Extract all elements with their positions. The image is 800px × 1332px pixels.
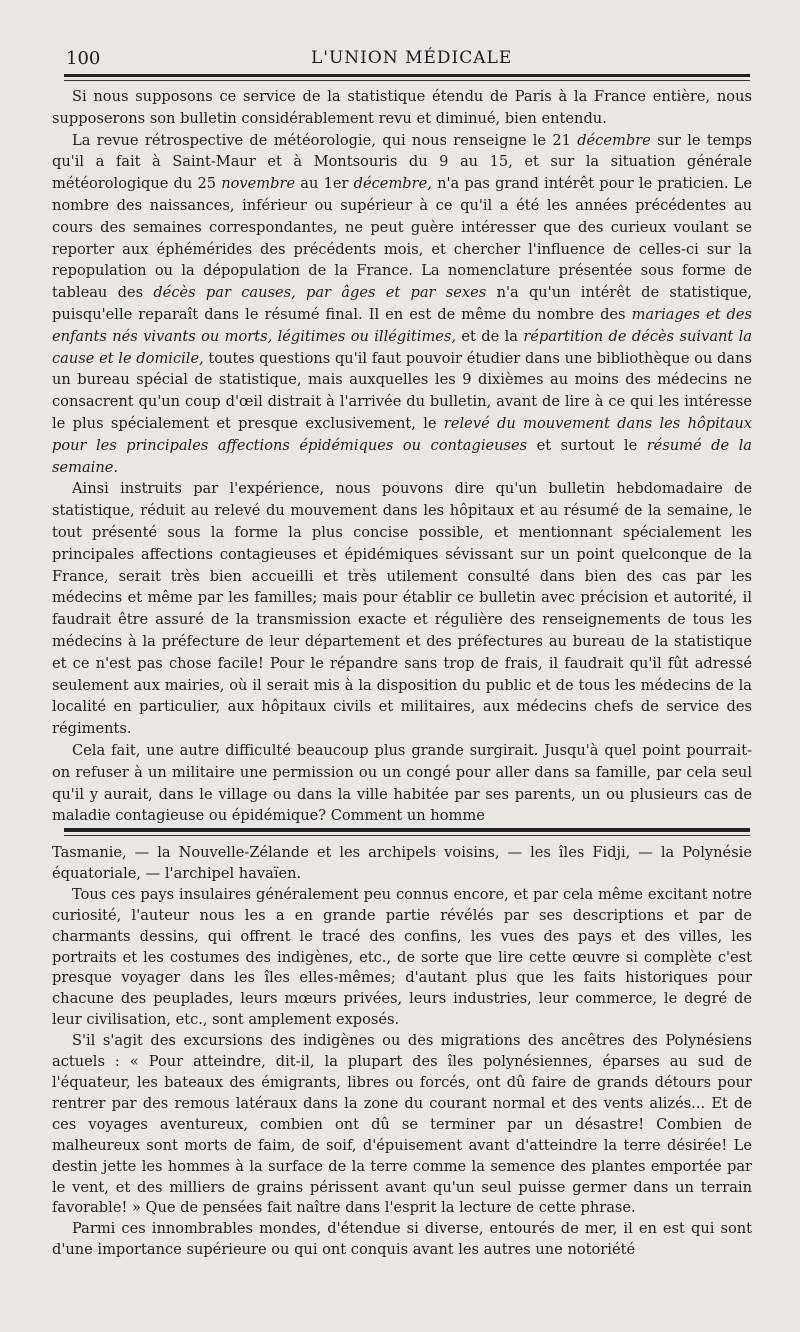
section-separator-thick <box>64 828 750 832</box>
article-body <box>52 86 752 827</box>
article-paragraph <box>52 478 752 740</box>
text-run: Parmi ces innombrables mondes, d'étendue si diverse, entourés de mer, il en est qui sont d'une importance supérieure ou qui ont conquis avant les autres une notoriété <box>52 1220 752 1259</box>
header-rule-thick <box>64 74 750 77</box>
italic-run: résumé de la semaine. <box>52 436 753 476</box>
text-run: et de la <box>456 327 524 345</box>
text-run: au 1er <box>295 175 354 193</box>
running-title: L'UNION MÉDICALE <box>311 48 513 68</box>
article-paragraph <box>52 740 752 827</box>
italic-run: décembre, <box>353 175 432 193</box>
article-paragraph <box>52 86 752 130</box>
text-run: Tasmanie, — la Nouvelle-Zélande et les archipels voisins, — les îles Fidji, — la Polynésie équatoriale, — l'archipel havaïen. <box>52 844 752 882</box>
text-run: toutes questions qu'il faut pouvoir étudier dans une bibliothèque ou dans un bureau spécial de statistique, mais auxquelles les 9 dixièmes au moins des médecins ne consacrent qu'un coup d'œil distrait à l'arrivée du bulletin, avant de lire à ce qui les intéresse le plus spécialement et presque exclusivement, le <box>52 349 752 432</box>
text-run: Cela fait, une autre difficulté beaucoup plus grande surgirait. Jusqu'à quel point pourrait-on refuser à un militaire une permission ou un congé pour aller dans sa famille, par cela seul qu'il y aurait, dans le village ou dans la ville habitée par ses parents, un ou plusieurs cas de maladie contagieuse ou épidémique? Comment un homme <box>52 741 752 825</box>
text-run: et surtout le <box>527 436 647 454</box>
text-run: Si nous supposons ce service de la statistique étendu de Paris à la France entière, nous supposerons son bulletin considérablement revu et diminué, bien entendu. <box>52 88 752 127</box>
review-paragraph <box>52 843 752 885</box>
italic-run: mariages et des enfants nés vivants ou morts, légitimes ou illégitimes, <box>52 305 752 345</box>
text-run: n'a qu'un intérêt de statistique, puisqu'elle reparaît dans le résumé final. Il en est de même du nombre des <box>52 284 752 323</box>
text-run: S'il s'agit des excursions des indigènes ou des migrations des ancêtres des Polynésiens actuels : « Pour atteindre, dit-il, la plupart des îles polynésiennes, éparses au sud de l'équateur, les bateaux des émigrants, libres ou forcés, ont dû faire de grands détours pour rentrer par des remous latéraux dans la zone du courant normal et des vents alizés... Et de ces voyages aventureux, combien ont dû se terminer par un désastre! Combien de malheureux sont morts de faim, de soif, d'épuisement avant d'atteindre la terre désirée! Le destin jette les hommes à la surface de la terre comme la semence des plantes emportée par le vent, et des milliers de grains périssent avant qu'un seul puisse germer dans un terrain favorable! » Que de pensées fait naître dans l'esprit la lecture de cette phrase. <box>52 1032 752 1217</box>
review-paragraph <box>52 1031 752 1219</box>
italic-run: relevé du mouvement dans les hôpitaux pour les principales affections épidémiques ou contagieuses <box>52 414 752 454</box>
italic-run: novembre <box>221 175 296 193</box>
page-number: 100 <box>66 48 101 69</box>
italic-run: décembre <box>577 131 651 149</box>
article-paragraph <box>52 130 752 479</box>
text-run: Tous ces pays insulaires généralement peu connus encore, et par cela même excitant notre curiosité, l'auteur nous les a en grande partie révélés par ses descriptions et par de charmants dessins, qui offrent le tracé des confins, les vues des pays et des villes, les portraits et les costumes des indigènes, etc., de sorte que lire cette œuvre si complète c'est presque voyager dans les îles elles-mêmes; d'autant plus que les faits historiques pour chacune des peuplades, leurs mœurs privées, leurs industries, leur commerce, le degré de leur civilisation, etc., sont amplement exposés. <box>52 885 752 1029</box>
text-run: n'a pas grand intérêt pour le praticien. Le nombre des naissances, inférieur ou supérieur à ce qu'il a été les années précédentes au cours des semaines correspondantes, ne peut guère intéresser que des curieux voulant se reporter aux éphémérides des précédents mois, et chercher l'influence de celles-ci sur la repopulation ou la dépopulation de la France. La nomenclature présentée sous forme de tableau des <box>52 175 752 302</box>
section-separator-thin <box>64 835 750 836</box>
page-header <box>66 44 760 78</box>
review-body <box>52 843 752 1261</box>
review-paragraph <box>52 885 752 1031</box>
italic-run: répartition de décès suivant la cause et le domicile, <box>52 327 753 367</box>
review-paragraph <box>52 1219 752 1261</box>
italic-run: décès par causes, par âges et par sexes <box>153 284 487 302</box>
text-run: sur le temps qu'il a fait à Saint-Maur et à Montsouris du 9 au 15, et sur la situation générale météorologique du 25 <box>52 131 752 193</box>
text-run: Ainsi instruits par l'expérience, nous pouvons dire qu'un bulletin hebdomadaire de statistique, réduit au relevé du mouvement dans les hôpitaux et au résumé de la semaine, le tout présenté sous la forme la plus concise possible, et mentionnant spécialement les principales affections contagieuses et épidémiques sévissant sur un point quelconque de la France, serait très bien accueilli et très utilement consulté dans bien des cas par les médecins et même par les familles; mais pour établir ce bulletin avec précision et autorité, il faudrait être assuré de la transmission exacte et régulière des renseignements de tous les médecins à la préfecture de leur département et des préfectures au bureau de la statistique et ce n'est pas chose facile! Pour le répandre sans trop de frais, il faudrait qu'il fût adressé seulement aux mairies, où il serait mis à la disposition du public et de tous les médecins de la localité en particulier, aux hôpitaux civils et militaires, aux médecins chefs de service des régiments. <box>52 480 752 738</box>
header-rule-thin <box>64 80 750 81</box>
text-run: La revue rétrospective de météorologie, qui nous renseigne le 21 <box>72 131 578 149</box>
